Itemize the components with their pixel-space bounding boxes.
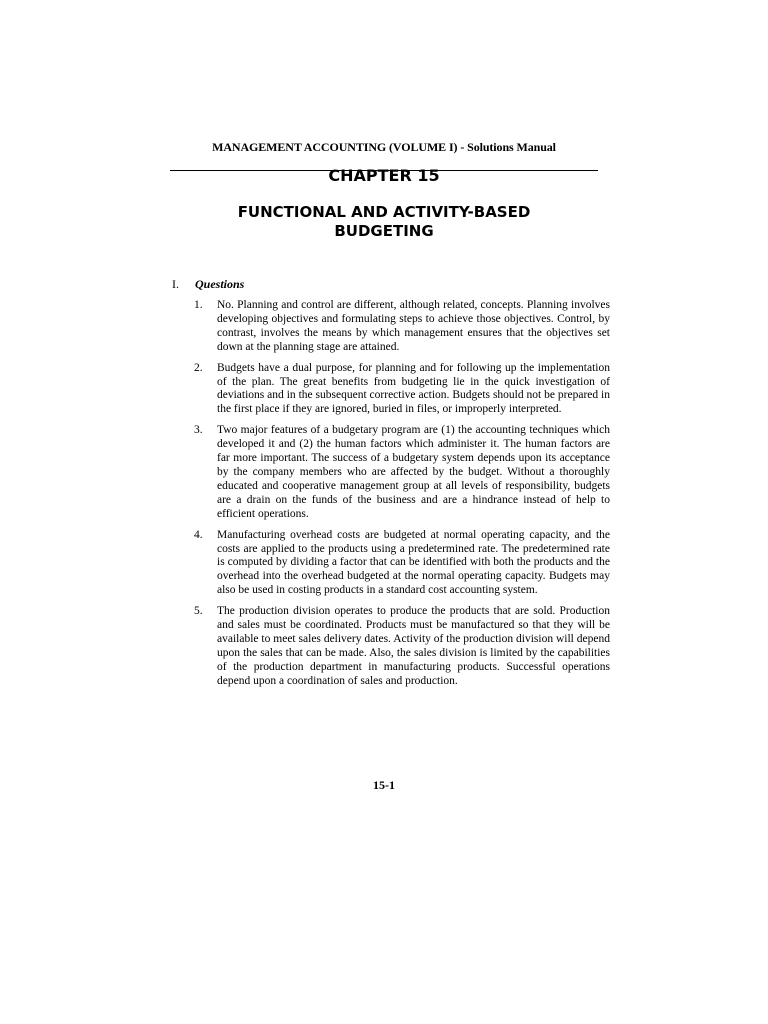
question-item xyxy=(194,362,610,418)
question-number: 5. xyxy=(194,605,203,618)
question-number: 1. xyxy=(194,299,203,311)
section-label: Questions xyxy=(195,277,245,291)
question-number: 3. xyxy=(194,424,203,437)
question-number: 2. xyxy=(194,361,203,374)
chapter-title: FUNCTIONAL AND ACTIVITY-BASED BUDGETING xyxy=(237,203,531,240)
question-text: No. Planning and control are different, although related, concepts. Planning involves developing objectives and formulating steps to achieve those objectives. Control, by contrast, involves the means by which management ensures that the objectives set down at the planning stage are attained. xyxy=(217,299,610,353)
question-item xyxy=(194,605,610,688)
questions-list xyxy=(194,299,610,696)
question-item xyxy=(194,529,610,599)
question-text: Manufacturing overhead costs are budgeted at normal operating capacity, and the costs are applied to the products using a predetermined rate. The predetermined rate is computed by dividing a factor that can be identified with both the products and the overhead into the overhead budgeted at the normal operating capacity. Budgets may also be used in costing products in a standard cost accounting system. xyxy=(217,528,610,597)
section-heading xyxy=(172,277,244,291)
question-text: The production division operates to produce the products that are sold. Production and sales must be coordinated. Products must be manufactured so that they will be available to meet sales delivery dates. Activity of the production division will depend upon the sales that can be made. Also, the sales division is limited by the capabilities of the production department in manufacturing products. Successful operations depend upon a coordination of sales and production. xyxy=(217,605,610,687)
question-number: 4. xyxy=(194,528,203,541)
running-header: MANAGEMENT ACCOUNTING (VOLUME I) - Solutions Manual xyxy=(212,140,556,154)
question-text: Budgets have a dual purpose, for planning and for following up the implementation of the plan. The great benefits from budgeting lie in the quick investigation of deviations and in the subsequent corrective action. Budgets should not be prepared in the first place if they are ignored, buried in files, or improperly interpreted. xyxy=(217,361,610,416)
question-text: Two major features of a budgetary program are (1) the accounting techniques which developed it and (2) the human factors which administer it. The human factors are far more important. The success of a budgetary system depends upon its acceptance by the company members who are affected by the budget. Without a thoroughly educated and cooperative management group at all levels of responsibility, budgets are a drain on the funds of the business and are a hindrance instead of help to efficient operations. xyxy=(217,424,610,520)
question-item xyxy=(194,299,610,355)
chapter-heading: CHAPTER 15 xyxy=(328,166,440,185)
page-number: 15-1 xyxy=(373,778,395,792)
question-item xyxy=(194,424,610,521)
section-number: I. xyxy=(172,277,179,291)
